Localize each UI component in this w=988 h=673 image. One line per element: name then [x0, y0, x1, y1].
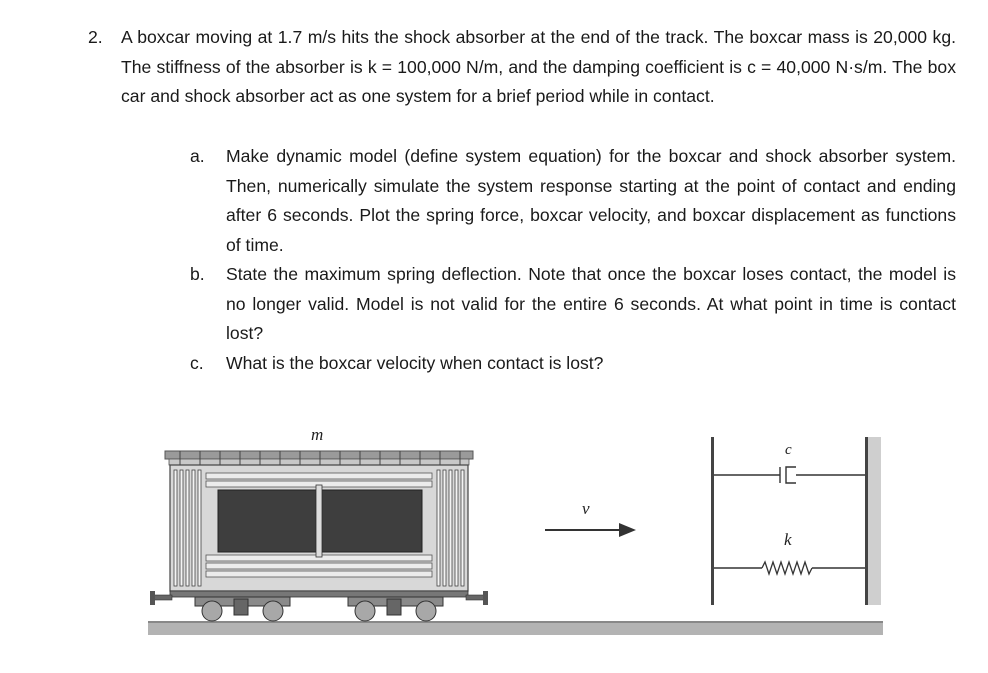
front-bogie: [195, 597, 290, 621]
part-b-label: b.: [190, 264, 205, 284]
part-a-label: a.: [190, 146, 205, 166]
shock-absorber: [711, 437, 881, 605]
part-a-text: Make dynamic model (define system equation) for the boxcar and shock absorber system. Then, numerically simulate the system response starting at the point of contact and ending after 6 seconds. Plot the spring force, boxcar velocity, and boxcar displacement as functions of time.: [226, 146, 956, 255]
mass-label: m: [311, 425, 324, 444]
boxcar: [150, 451, 488, 621]
problem-number: 2.: [88, 27, 103, 47]
velocity-arrow: [545, 523, 636, 537]
part-c-text: What is the boxcar velocity when contact is lost?: [226, 352, 604, 373]
problem-parts: [190, 142, 956, 378]
part-b: [190, 260, 956, 349]
damper-label: c: [785, 442, 792, 458]
rear-bogie: [348, 597, 443, 621]
part-a: [190, 142, 956, 260]
part-c-label: c.: [190, 352, 204, 373]
part-c: [190, 349, 956, 379]
part-b-text: State the maximum spring deflection. Note that once the boxcar loses contact, the model is no longer valid. Model is not valid for the entire 6 seconds. At what point in time is contact lost?: [226, 264, 956, 343]
spring-label: k: [784, 530, 792, 549]
velocity-label: v: [582, 499, 590, 518]
problem-statement: A boxcar moving at 1.7 m/s hits the shock absorber at the end of the track. The boxcar mass is 20,000 kg. The stiffness of the absorber is k = 100,000 N/m, and the damping coefficient is c = 40,000 N·s/m. The box car and shock absorber act as one system for a brief period while in contact.: [121, 27, 956, 106]
boxcar-figure: [140, 415, 900, 650]
problem-2: [88, 23, 956, 112]
track: [148, 622, 883, 635]
